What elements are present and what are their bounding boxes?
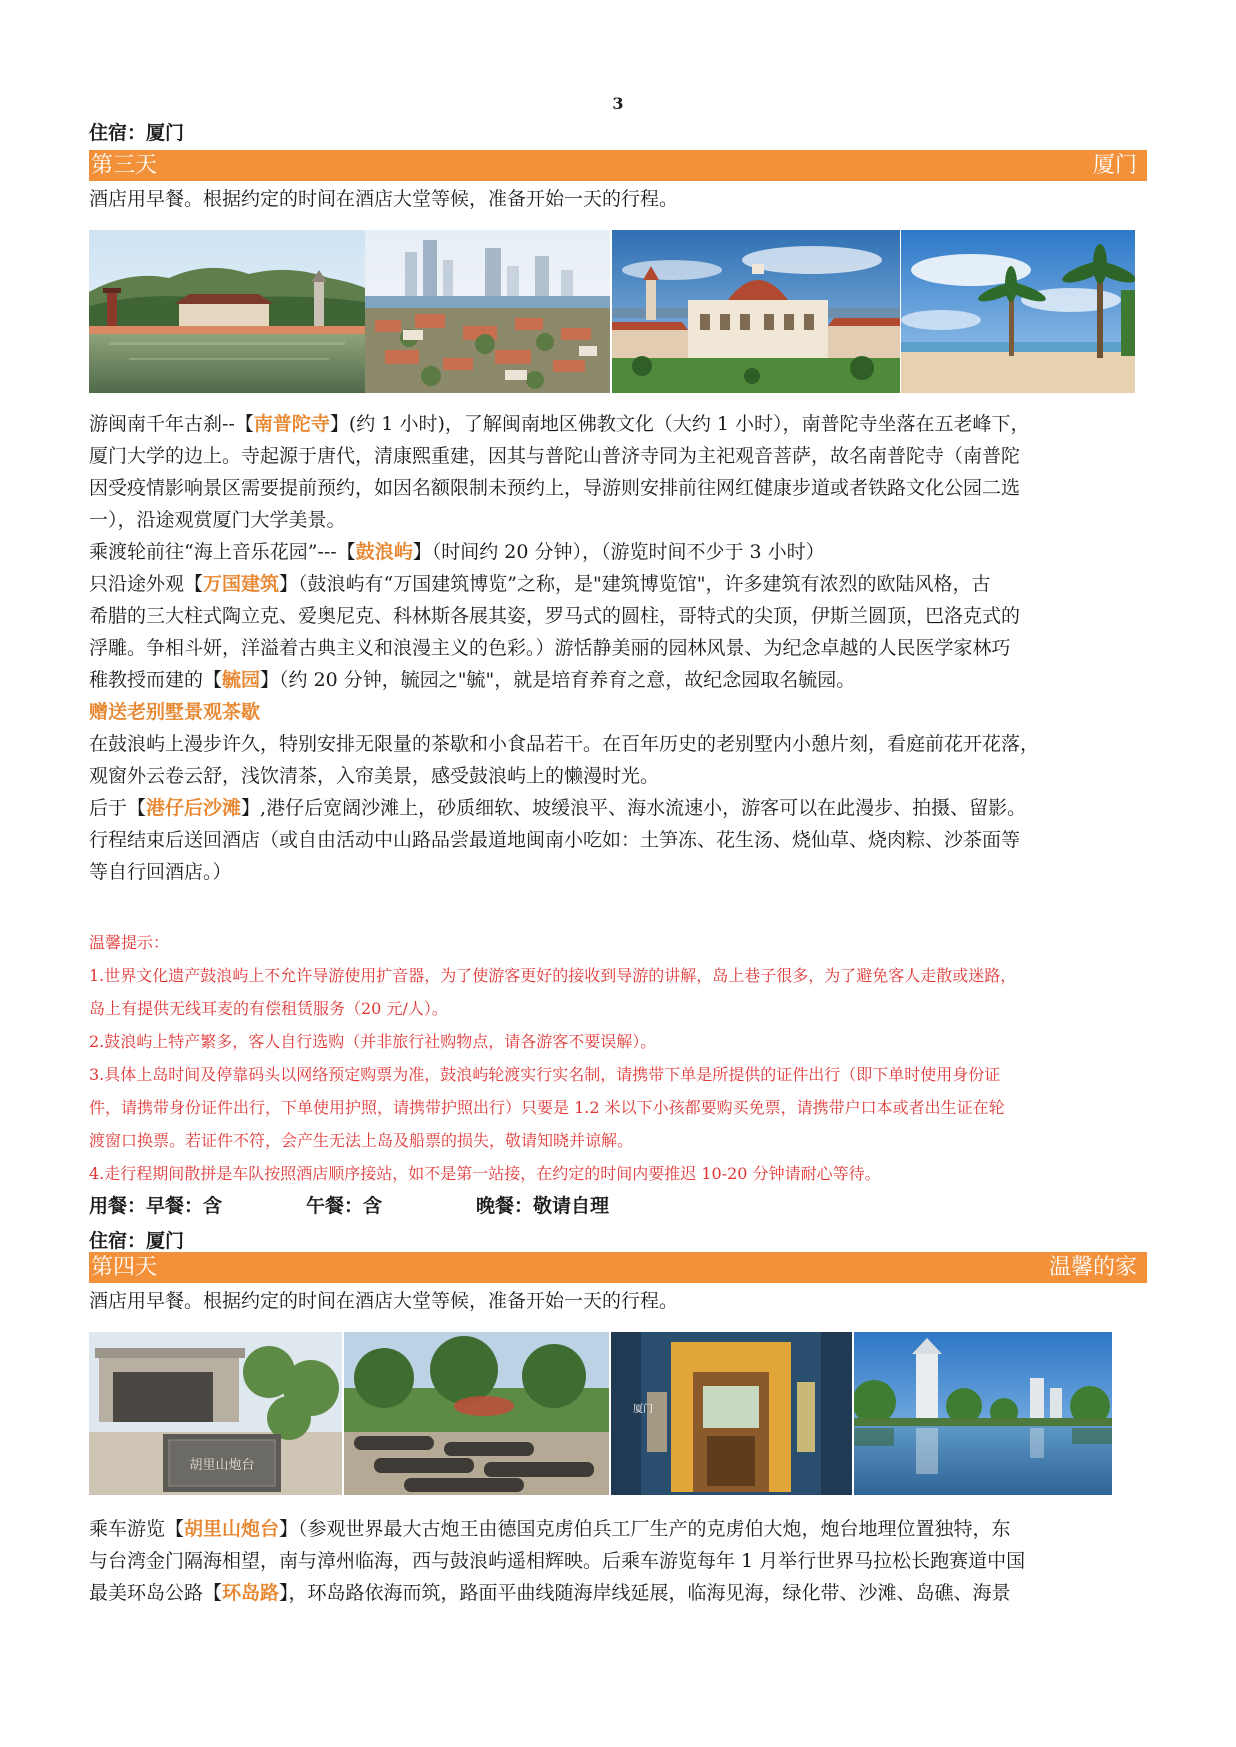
meal-breakfast: 用餐：早餐：含	[89, 1195, 223, 1217]
day4-paragraph1-line3	[89, 1577, 1147, 1609]
day4-paragraph1-line1	[89, 1513, 1147, 1545]
tips-title: 温馨提示：	[89, 933, 170, 952]
day3-header-bar	[89, 150, 1147, 181]
tip-4: 4.走行程期间散拼是车队按照酒店顺序接站，如不是第一站接，在约定的时间内要推迟 10-20 分钟请耐心等待。	[89, 1164, 881, 1183]
day3-paragraph3-line4	[89, 664, 1147, 696]
photo-zengcuoan-alley	[611, 1332, 852, 1495]
highlight-gulangyu: 鼓浪屿	[355, 541, 413, 563]
text-segment: 后于【	[89, 797, 147, 819]
tip-3-line1: 3.具体上岛时间及停靠码头以网络预定购票为准，鼓浪屿轮渡实行实名制，请携带下单是所提供的证件出行（即下单时使用身份证	[89, 1065, 1001, 1084]
day3-paragraph1-line4: 一），沿途观赏厦门大学美景。	[89, 509, 346, 531]
day2-lodging: 住宿：厦门	[89, 122, 185, 144]
day3-paragraph3-line1	[89, 568, 1147, 600]
tip-1-line2: 岛上有提供无线耳麦的有偿租赁服务（20 元/人）。	[89, 999, 448, 1018]
highlight-ring-road: 环岛路	[222, 1582, 280, 1604]
highlight-nanputuo: 南普陀寺	[253, 413, 330, 435]
alley-caption-text: 厦门	[633, 1404, 653, 1415]
photo-hulishan-fort	[89, 1332, 342, 1495]
text-segment: 】（约 20 分钟，毓园之"毓"，就是培育养育之意，故纪念园取名毓园。	[260, 669, 856, 691]
day3-title: 第三天	[91, 153, 158, 178]
day3-paragraph6-line2: 等自行回酒店。）	[89, 861, 232, 883]
highlight-gangzaihou-beach: 港仔后沙滩	[146, 797, 242, 819]
day3-paragraph1-line1	[89, 408, 1147, 440]
day3-paragraph4-line1: 在鼓浪屿上漫步许久，特别安排无限量的茶歇和小食品若干。在百年历史的老别墅内小憩片刻，看庭前花开花落，	[89, 733, 1040, 755]
text-segment: 乘渡轮前往“海上音乐花园”---【	[89, 541, 356, 563]
tip-2: 2.鼓浪屿上特产繁多，客人自行选购（并非旅行社购物点，请各游客不要误解）。	[89, 1032, 657, 1051]
photo-krupp-cannons	[344, 1332, 609, 1495]
text-segment: 】（参观世界最大古炮王由德国克虏伯兵工厂生产的克虏伯大炮，炮台地理位置独特，东	[279, 1518, 1011, 1540]
text-segment: 最美环岛公路【	[89, 1582, 223, 1604]
highlight-wanguo-architecture: 万国建筑	[203, 573, 280, 595]
meal-lunch: 午餐：含	[306, 1195, 383, 1217]
day3-paragraph1-line3: 因受疫情影响景区需要提前预约，如因名额限制未预约上，导游则安排前往网红健康步道或者铁路文化公园二选	[89, 477, 1021, 499]
tip-3-line3: 渡窗口换票。若证件不符，会产生无法上岛及船票的损失，敬请知晓并谅解。	[89, 1131, 634, 1150]
day3-paragraph1-line2: 厦门大学的边上。寺起源于唐代，清康熙重建，因其与普陀山普济寺同为主祀观音菩萨，故名南普陀寺（南普陀	[89, 445, 1021, 467]
tip-3-line2: 件，请携带身份证件出行，下单使用护照，请携带护照出行）只要是 1.2 米以下小孩都要购买免票，请携带户口本或者出生证在轮	[89, 1098, 1005, 1117]
day3-paragraph2	[89, 536, 1147, 568]
photo-xiamen-university	[612, 230, 900, 393]
day3-lodging: 住宿：厦门	[89, 1230, 185, 1252]
day3-meals	[89, 1190, 1147, 1222]
hulishan-sign-text: 胡里山炮台	[189, 1458, 255, 1473]
text-segment: 乘车游览【	[89, 1518, 185, 1540]
day4-header-bar	[89, 1252, 1147, 1283]
photo-xiamen-lake	[854, 1332, 1112, 1495]
day4-destination: 温馨的家	[1048, 1255, 1137, 1280]
day3-paragraph3-line3: 浮雕。争相斗妍，洋溢着古典主义和浪漫主义的色彩。）游恬静美丽的园林风景、为纪念卓越的人民医学家林巧	[89, 637, 1011, 659]
text-segment: 】,港仔后宽阔沙滩上，砂质细软、坡缓浪平、海水流速小，游客可以在此漫步、拍摄、留影。	[241, 797, 1027, 819]
highlight-hulishan-fort: 胡里山炮台	[184, 1518, 280, 1540]
photo-nanputuo-temple	[89, 230, 365, 393]
page-number: 3	[612, 94, 624, 113]
text-segment: 】（时间约 20 分钟），（游览时间不少于 3 小时）	[412, 541, 825, 563]
text-segment: 只沿途外观【	[89, 573, 204, 595]
text-segment: 】(约 1 小时)，了解闽南地区佛教文化（大约 1 小时），南普陀寺坐落在五老峰下，	[329, 413, 1030, 435]
day4-paragraph1-line2: 与台湾金门隔海相望，南与漳州临海，西与鼓浪屿遥相辉映。后乘车游览每年 1 月举行世界马拉松长跑赛道中国	[89, 1550, 1026, 1572]
highlight-yuyuan: 毓园	[222, 669, 261, 691]
day3-paragraph5	[89, 792, 1147, 824]
gift-tea-break-title: 赠送老别墅景观茶歇	[89, 701, 261, 723]
tip-1-line1: 1.世界文化遗产鼓浪屿上不允许导游使用扩音器，为了使游客更好的接收到导游的讲解，岛上巷子很多，为了避免客人走散或迷路，	[89, 966, 1017, 985]
text-segment: 游闽南千年古刹--【	[89, 413, 254, 435]
text-segment: 稚教授而建的【	[89, 669, 223, 691]
day3-paragraph3-line2: 希腊的三大柱式陶立克、爱奥尼克、科林斯各展其姿，罗马式的圆柱，哥特式的尖顶，伊斯兰圆顶，巴洛克式的	[89, 605, 1021, 627]
photo-gangzaihou-beach	[901, 230, 1135, 393]
day4-title: 第四天	[91, 1255, 158, 1280]
day4-intro: 酒店用早餐。根据约定的时间在酒店大堂等候，准备开始一天的行程。	[89, 1290, 679, 1312]
day3-destination: 厦门	[1092, 153, 1137, 178]
text-segment: 】，环岛路依海而筑，路面平曲线随海岸线延展，临海见海，绿化带、沙滩、岛礁、海景	[279, 1582, 1011, 1604]
text-segment: 】（鼓浪屿有“万国建筑博览”之称，是"建筑博览馆"，许多建筑有浓烈的欧陆风格，古	[279, 573, 991, 595]
meal-dinner: 晚餐：敬请自理	[476, 1195, 610, 1217]
day3-paragraph4-line2: 观窗外云卷云舒，浅饮清茶，入帘美景，感受鼓浪屿上的懒漫时光。	[89, 765, 660, 787]
day3-intro: 酒店用早餐。根据约定的时间在酒店大堂等候，准备开始一天的行程。	[89, 188, 679, 210]
photo-xiamen-skyline	[365, 230, 610, 393]
day3-paragraph6-line1: 行程结束后送回酒店（或自由活动中山路品尝最道地闽南小吃如：土笋冻、花生汤、烧仙草、烧肉粽、沙茶面等	[89, 829, 1021, 851]
